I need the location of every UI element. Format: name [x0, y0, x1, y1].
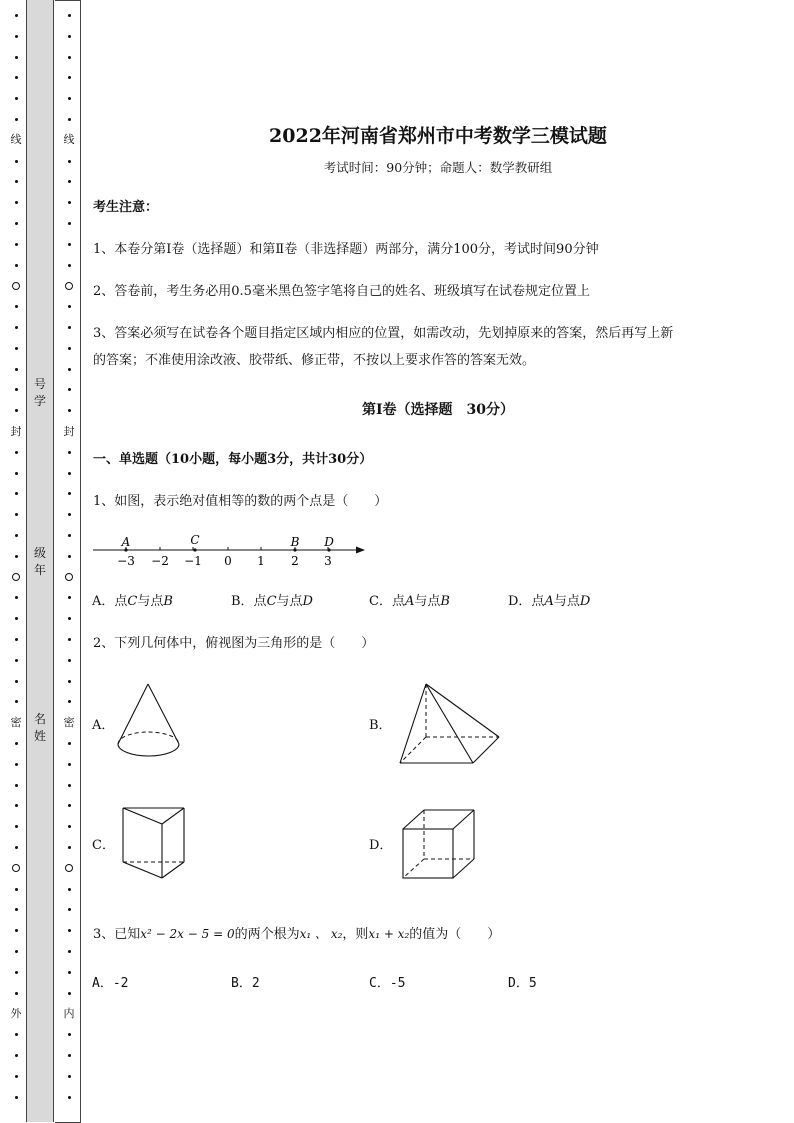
tick-label-3: 3 — [324, 554, 332, 568]
q3-expression: x₁ + x₂ — [368, 927, 410, 941]
tick-label-neg1: −1 — [184, 554, 202, 568]
margin-dot — [68, 264, 71, 267]
point-label-b: B — [290, 535, 300, 549]
margin-dot — [15, 992, 18, 995]
cube-figure — [396, 804, 482, 884]
margin-circle-icon — [12, 573, 20, 581]
margin-dot — [68, 513, 71, 516]
margin-dot — [15, 763, 18, 766]
margin-circle-icon — [65, 864, 73, 872]
margin-dot — [68, 243, 71, 246]
q3-equation: x² − 2x − 5 = 0 — [140, 927, 235, 941]
question-3-option-a[interactable]: A．-2 — [92, 976, 129, 991]
margin-dot — [68, 1033, 71, 1036]
margin-dot — [68, 617, 71, 620]
question-1-option-c[interactable] — [369, 592, 450, 612]
q3-comma: ，则 — [342, 927, 369, 942]
margin-dot — [68, 118, 71, 121]
margin-dot — [68, 326, 71, 329]
margin-dot — [15, 742, 18, 745]
q3-prefix: 3、已知 — [93, 927, 141, 942]
question-3-stem — [93, 924, 500, 945]
margin-circle-icon — [12, 282, 20, 290]
option-key: D．点 — [508, 594, 545, 609]
option-point: D — [579, 594, 591, 609]
option-point: A — [404, 594, 415, 609]
margin-dot — [15, 825, 18, 828]
margin-dot — [15, 638, 18, 641]
tick-label-0: 0 — [224, 554, 232, 568]
margin-dot — [15, 784, 18, 787]
margin-dot — [68, 201, 71, 204]
question-1-option-a[interactable] — [92, 592, 173, 612]
option-text: 与点 — [414, 594, 441, 609]
tick-label-2: 2 — [291, 554, 299, 568]
margin-dot — [68, 472, 71, 475]
margin-dot — [15, 950, 18, 953]
outer-mark-seal: 封 — [10, 425, 22, 438]
question-3-option-d[interactable]: D．5 — [508, 976, 537, 991]
margin-dot — [15, 659, 18, 662]
option-point: C — [127, 594, 138, 609]
question-1-option-b[interactable] — [231, 592, 313, 612]
margin-dot — [68, 659, 71, 662]
margin-circle-icon — [12, 864, 20, 872]
notice-item-3: 3、答案必须写在试卷各个题目指定区域内相应的位置，如需改动，先划掉原来的答案，然后再写上新 — [93, 326, 674, 341]
margin-dot — [68, 14, 71, 17]
margin-dot — [15, 971, 18, 974]
option-point: D — [302, 594, 313, 609]
margin-dot — [68, 160, 71, 163]
cone-figure — [112, 680, 184, 770]
margin-dot — [15, 14, 18, 17]
question-2-option-c[interactable]: C． — [92, 838, 115, 853]
margin-dot — [15, 1033, 18, 1036]
margin-dot — [68, 929, 71, 932]
margin-dot — [15, 201, 18, 204]
number-line-arrow-icon — [356, 547, 365, 554]
question-3-option-b[interactable]: B．2 — [231, 976, 260, 991]
margin-dot — [15, 888, 18, 891]
point-label-c: C — [190, 533, 200, 547]
option-text: 与点 — [276, 594, 303, 609]
margin-dot — [15, 534, 18, 537]
outer-dotted-column — [6, 0, 26, 1123]
number-line-point — [193, 548, 196, 551]
option-point: A — [544, 594, 554, 609]
margin-dot — [68, 97, 71, 100]
margin-dot — [68, 742, 71, 745]
question-2-stem: 2、下列几何体中，俯视图为三角形的是（ ） — [93, 636, 375, 651]
option-text: 与点 — [553, 594, 580, 609]
margin-dot — [15, 35, 18, 38]
tick-label-1: 1 — [257, 554, 265, 568]
margin-dot — [15, 305, 18, 308]
margin-dot — [68, 534, 71, 537]
q3-roots: x₁ 、 x₂ — [299, 927, 343, 941]
margin-dot — [15, 929, 18, 932]
margin-dot — [15, 409, 18, 412]
outer-mark-line: 线 — [10, 133, 22, 146]
field-label-name: 名 姓 — [33, 712, 46, 743]
margin-dot — [15, 513, 18, 516]
margin-dot — [68, 222, 71, 225]
margin-dot — [68, 56, 71, 59]
pyramid-figure — [393, 678, 505, 770]
question-3-option-c[interactable]: C．-5 — [369, 976, 406, 991]
margin-dot — [15, 56, 18, 59]
margin-dot — [15, 118, 18, 121]
q3-middle: 的两个根为 — [234, 927, 300, 942]
notice-heading: 考生注意： — [93, 200, 159, 215]
exam-title: 2022年河南省郑州市中考数学三模试题 — [269, 125, 607, 147]
notice-item-2: 2、答卷前，考生务必用0.5毫米黑色签字笔将自己的姓名、班级填写在试卷规定位置上 — [93, 284, 590, 299]
margin-dot — [15, 1054, 18, 1057]
margin-dot — [15, 1096, 18, 1099]
margin-dot — [15, 243, 18, 246]
margin-dot — [15, 326, 18, 329]
exam-subtitle: 考试时间：90分钟；命题人：数学教研组 — [323, 160, 553, 175]
margin-dot — [68, 784, 71, 787]
margin-dot — [68, 1054, 71, 1057]
option-point: B — [163, 594, 173, 609]
inner-mark-line: 线 — [63, 133, 75, 146]
margin-dot — [68, 1075, 71, 1078]
option-point: B — [440, 594, 450, 609]
option-key: C．点 — [369, 594, 405, 609]
margin-circle-icon — [65, 573, 73, 581]
margin-dot — [15, 472, 18, 475]
option-text: 与点 — [137, 594, 164, 609]
margin-circle-icon — [65, 282, 73, 290]
margin-dot — [68, 846, 71, 849]
margin-dot — [15, 160, 18, 163]
question-2-option-d[interactable]: D． — [369, 838, 393, 853]
question-2-option-a[interactable]: A． — [92, 718, 115, 733]
option-point: C — [266, 594, 277, 609]
margin-dot — [68, 368, 71, 371]
inner-mark-inside: 内 — [63, 1007, 75, 1020]
margin-dot — [68, 888, 71, 891]
question-2-option-b[interactable]: B． — [369, 718, 392, 733]
margin-dot — [15, 368, 18, 371]
margin-dot — [68, 347, 71, 350]
margin-dot — [68, 409, 71, 412]
inner-mark-seal: 封 — [63, 425, 75, 438]
option-key: A．点 — [92, 594, 128, 609]
margin-dot — [15, 97, 18, 100]
margin-dot — [68, 950, 71, 953]
margin-dot — [15, 451, 18, 454]
margin-dot — [15, 222, 18, 225]
margin-dot — [68, 555, 71, 558]
margin-dot — [15, 680, 18, 683]
inner-mark-secret: 密 — [63, 716, 75, 729]
margin-dot — [68, 992, 71, 995]
q3-suffix: 的值为（ ） — [409, 927, 501, 942]
margin-dot — [68, 971, 71, 974]
field-label-class: 级 年 — [33, 546, 46, 577]
margin-dot — [15, 1075, 18, 1078]
margin-dot — [68, 680, 71, 683]
outer-mark-outside: 外 — [10, 1007, 22, 1020]
option-key: B．点 — [231, 594, 267, 609]
notice-item-3-cont: 的答案；不准使用涂改液、胶带纸、修正带，不按以上要求作答的答案无效。 — [93, 353, 536, 368]
part-heading: 第Ⅰ卷（选择题 30分） — [361, 402, 515, 418]
point-label-a: A — [121, 535, 131, 549]
outer-mark-secret: 密 — [10, 716, 22, 729]
section-heading: 一、单选题（10小题，每小题3分，共计30分） — [93, 452, 373, 467]
notice-item-1: 1、本卷分第Ⅰ卷（选择题）和第Ⅱ卷（非选择题）两部分，满分100分，考试时间90分钟 — [93, 242, 599, 257]
tick-label-neg3: −3 — [117, 554, 135, 568]
margin-dot — [68, 451, 71, 454]
margin-dot — [68, 35, 71, 38]
margin-dot — [15, 347, 18, 350]
tick-label-neg2: −2 — [151, 554, 169, 568]
triangular-prism-figure — [116, 802, 190, 884]
margin-dot — [68, 305, 71, 308]
question-1-stem: 1、如图，表示绝对值相等的数的两个点是（ ） — [93, 494, 388, 509]
margin-dot — [15, 264, 18, 267]
question-1-option-d[interactable] — [508, 592, 590, 612]
margin-dot — [68, 1096, 71, 1099]
margin-dot — [68, 638, 71, 641]
margin-dot — [68, 763, 71, 766]
field-label-student-id: 号 学 — [33, 377, 46, 408]
margin-dot — [15, 617, 18, 620]
inner-dotted-column — [55, 0, 81, 1123]
margin-dot — [15, 846, 18, 849]
number-line-figure — [88, 530, 370, 570]
margin-dot — [68, 825, 71, 828]
point-label-d: D — [324, 535, 334, 549]
margin-dot — [15, 555, 18, 558]
